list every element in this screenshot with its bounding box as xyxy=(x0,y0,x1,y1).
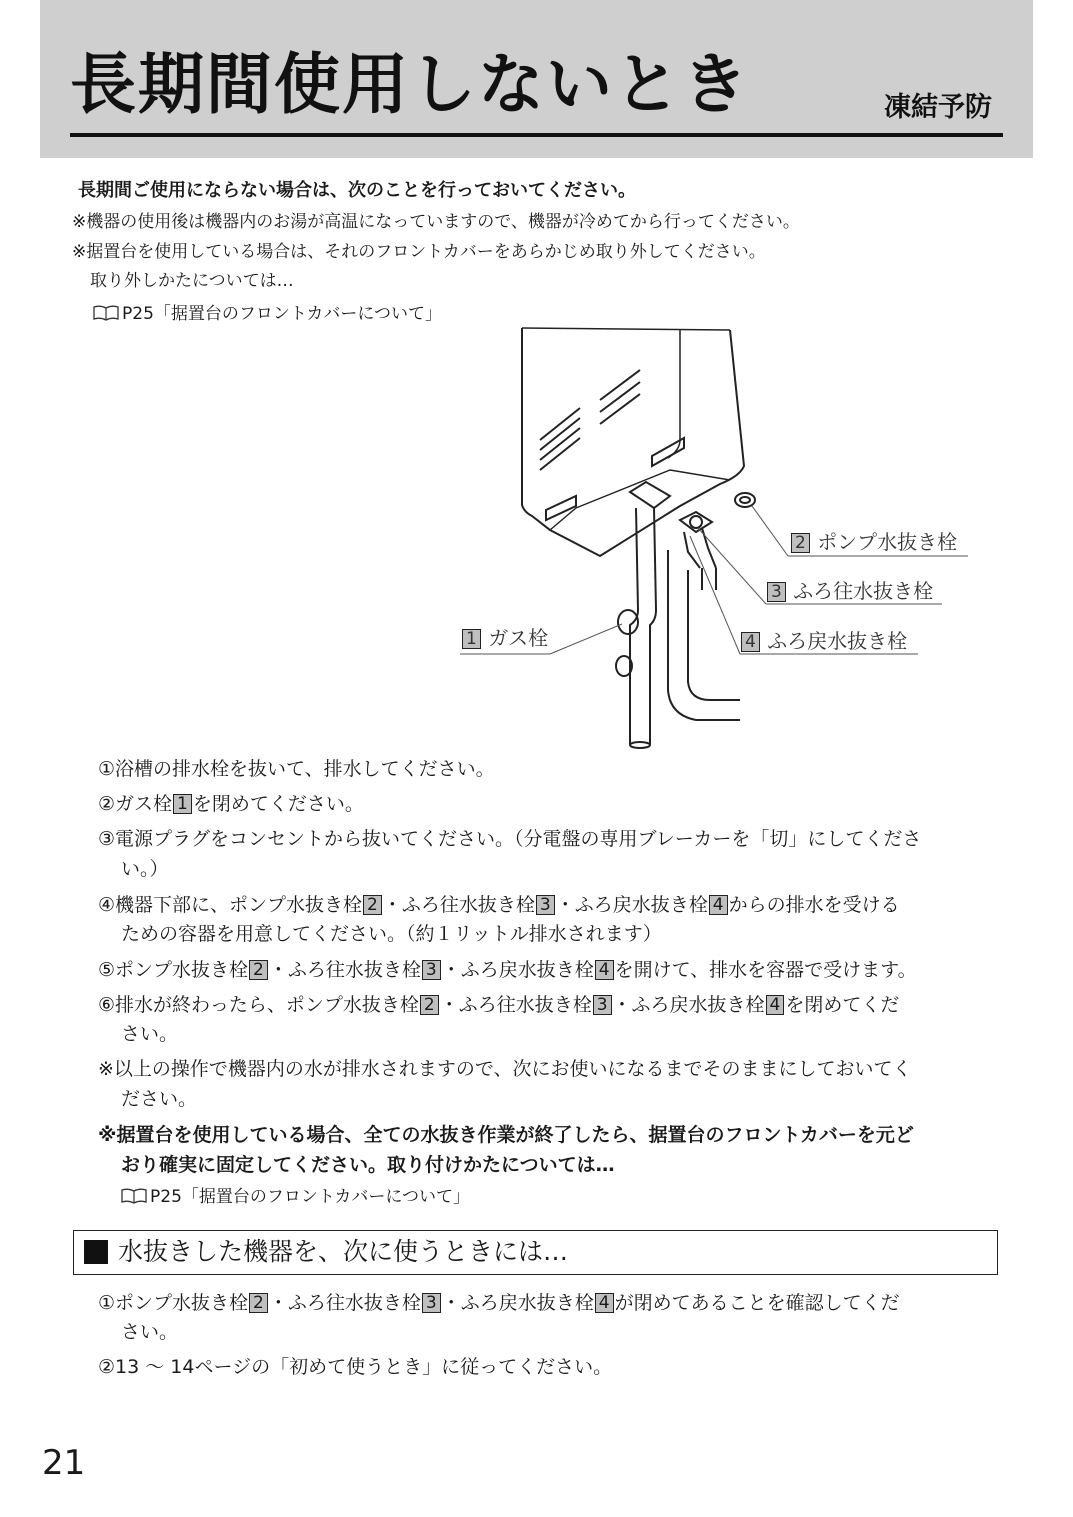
callout-bath-return-drain xyxy=(740,631,907,652)
page-number: 21 xyxy=(42,1443,86,1483)
number-badge: 3 xyxy=(422,960,441,980)
note-drain: ※以上の操作で機器内の水が排水されますので、次にお使いになるまでそのままにしておいてく xyxy=(98,1058,912,1080)
number-badge: 4 xyxy=(766,995,785,1015)
note-cover: ※据置台を使用している場合、全ての水抜き作業が終了したら、据置台のフロントカバーを元ど xyxy=(98,1124,914,1146)
step-4: ④機器下部に、ポンプ水抜き栓 2 ・ふろ往水抜き栓 3 ・ふろ戻水抜き栓 4 からの排水を受ける xyxy=(98,894,900,916)
callout-number: 1 xyxy=(462,629,481,649)
callout-pump-drain xyxy=(790,532,957,553)
number-badge: 1 xyxy=(173,794,192,814)
cover-reference-text: P25「据置台のフロントカバーについて」 xyxy=(150,1187,471,1207)
callout-number: 2 xyxy=(791,533,810,553)
section-heading-box xyxy=(73,1230,998,1275)
intro-lead: 長期間ご使用にならない場合は、次のことを行っておいてください。 xyxy=(78,180,636,201)
callout-label: ふろ戻水抜き栓 xyxy=(767,629,908,653)
step-2: ②ガス栓 1 を閉めてください。 xyxy=(98,793,364,815)
title-rule xyxy=(70,133,1003,137)
step-1: ①浴槽の排水栓を抜いて、排水してください。 xyxy=(98,758,495,780)
step-6: ⑥排水が終わったら、ポンプ水抜き栓 2 ・ふろ往水抜き栓 3 ・ふろ戻水抜き栓 4 を閉めてくだ xyxy=(98,994,900,1016)
step-4-cont: ための容器を用意してください。（約１リットル排水されます） xyxy=(121,923,662,945)
intro-note-2: ※据置台を使用している場合は、それのフロントカバーをあらかじめ取り外してください。 xyxy=(72,242,766,262)
callout-bath-forward-drain xyxy=(766,581,933,602)
number-badge: 2 xyxy=(249,1293,268,1313)
step-6-cont: さい。 xyxy=(121,1023,179,1045)
step-3-cont: い。） xyxy=(121,858,169,880)
book-icon xyxy=(92,305,120,321)
intro-reference xyxy=(92,305,442,323)
reuse-step-2: ②13 ～ 14ページの「初めて使うとき」に従ってください。 xyxy=(98,1356,613,1378)
number-badge: 4 xyxy=(709,895,728,915)
step-3: ③電源プラグをコンセントから抜いてください。（分電盤の専用ブレーカーを「切」にしてくださ xyxy=(98,828,922,850)
square-bullet-icon xyxy=(84,1240,108,1264)
reuse-step-1: ①ポンプ水抜き栓 2 ・ふろ往水抜き栓 3 ・ふろ戻水抜き栓 4 が閉めてあることを確認してくだ xyxy=(98,1292,900,1314)
reuse-step-1-cont: さい。 xyxy=(121,1321,179,1343)
callout-label: ふろ往水抜き栓 xyxy=(793,579,934,603)
callout-label: ポンプ水抜き栓 xyxy=(817,530,958,554)
number-badge: 2 xyxy=(420,995,439,1015)
callout-number: 3 xyxy=(767,582,786,602)
page-subtitle: 凍結予防 xyxy=(884,92,992,123)
callout-number: 4 xyxy=(741,632,760,652)
cover-reference xyxy=(120,1188,470,1206)
note-drain-cont: ださい。 xyxy=(121,1088,198,1110)
number-badge: 4 xyxy=(595,960,614,980)
callout-label: ガス栓 xyxy=(488,626,549,650)
intro-reference-text: P25「据置台のフロントカバーについて」 xyxy=(122,304,443,324)
note-cover-cont: おり確実に固定してください。取り付けかたについては… xyxy=(121,1154,615,1176)
number-badge: 3 xyxy=(422,1293,441,1313)
intro-note-1: ※機器の使用後は機器内のお湯が高温になっていますので、機器が冷めてから行ってください。 xyxy=(72,212,800,232)
page-title: 長期間使用しないとき xyxy=(70,46,750,123)
callout-gas-valve xyxy=(461,628,548,649)
number-badge: 3 xyxy=(536,895,555,915)
number-badge: 2 xyxy=(249,960,268,980)
number-badge: 3 xyxy=(593,995,612,1015)
section-heading: 水抜きした機器を、次に使うときには… xyxy=(118,1237,569,1266)
book-icon xyxy=(120,1188,148,1204)
step-5: ⑤ポンプ水抜き栓 2 ・ふろ往水抜き栓 3 ・ふろ戻水抜き栓 4 を開けて、排水を容器で受けます。 xyxy=(98,959,917,981)
number-badge: 2 xyxy=(363,895,382,915)
intro-note-2-cont: 取り外しかたについては… xyxy=(90,271,294,291)
number-badge: 4 xyxy=(595,1293,614,1313)
